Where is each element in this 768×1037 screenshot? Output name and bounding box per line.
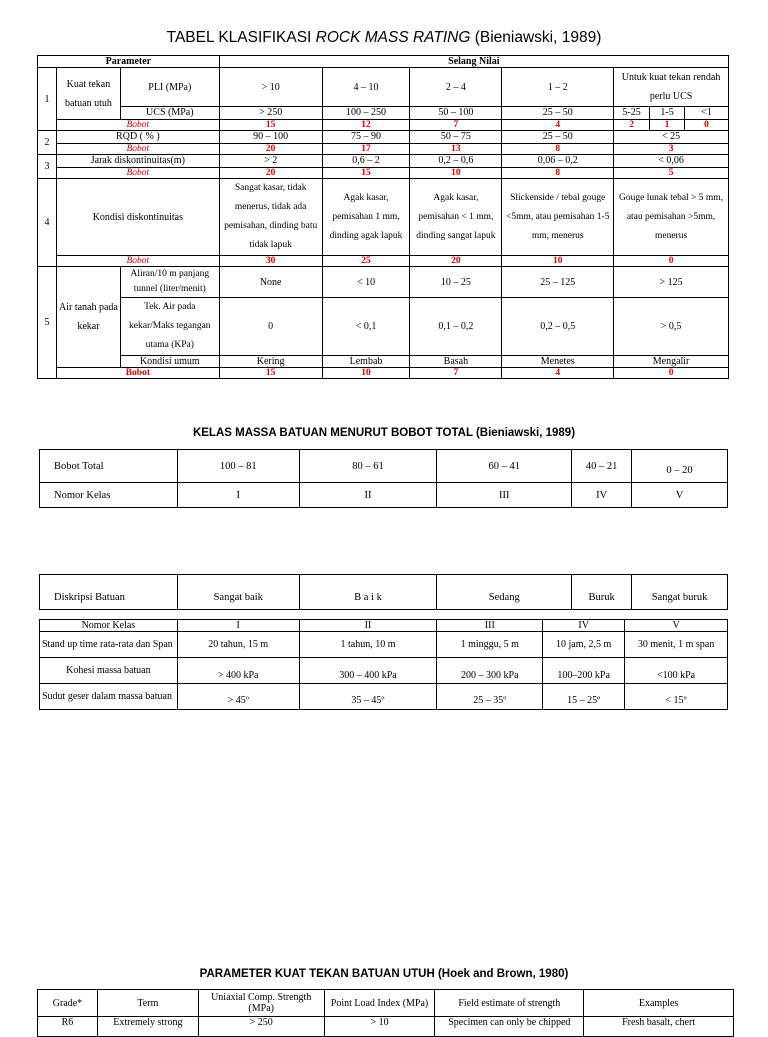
value-cell: Basah bbox=[410, 356, 502, 368]
value-cell: 4 – 10 bbox=[322, 68, 410, 107]
value-cell: 40 – 21 bbox=[572, 450, 632, 483]
header-pli: Point Load Index (MPa) bbox=[324, 990, 435, 1017]
value-cell: II bbox=[299, 483, 437, 508]
table-row bbox=[38, 107, 729, 120]
table-row bbox=[40, 483, 728, 508]
value-cell: 100 – 250 bbox=[322, 107, 410, 120]
value-cell: 50 – 100 bbox=[410, 107, 502, 120]
value-cell: Mengalir bbox=[614, 356, 729, 368]
value-cell: 100–200 kPa bbox=[543, 658, 625, 684]
value-cell: 25 – 50 bbox=[502, 107, 614, 120]
bobot-value: 30 bbox=[219, 256, 322, 267]
value-cell: R6 bbox=[38, 1017, 98, 1037]
header-field-estimate: Field estimate of strength bbox=[435, 990, 584, 1017]
sifat-table bbox=[39, 619, 728, 710]
bobot-label: Bobot bbox=[56, 168, 219, 179]
value-cell: Agak kasar, pemisahan < 1 mm, dinding sangat lapuk bbox=[410, 179, 502, 256]
header-selang-nilai: Selang Nilai bbox=[219, 56, 728, 68]
bobot-row bbox=[38, 256, 729, 267]
value-cell: Sangat kasar, tidak menerus, tidak ada pemisahan, dinding batu tidak lapuk bbox=[219, 179, 322, 256]
bobot-row bbox=[38, 168, 729, 179]
value-cell: <1 bbox=[685, 107, 729, 120]
sub-parameter: UCS (MPa) bbox=[120, 107, 219, 120]
value-cell: Menetes bbox=[502, 356, 614, 368]
value-cell: 0 bbox=[219, 298, 322, 356]
value-cell: < 0,1 bbox=[322, 298, 410, 356]
value-cell: None bbox=[219, 267, 322, 298]
bobot-value: 17 bbox=[322, 144, 410, 155]
parameter-name: RQD ( % ) bbox=[56, 131, 219, 144]
table-row bbox=[40, 575, 728, 610]
table-row bbox=[40, 658, 728, 684]
bobot-value: 0 bbox=[685, 120, 729, 131]
header-examples: Examples bbox=[584, 990, 734, 1017]
bobot-label: Bobot bbox=[56, 368, 219, 379]
value-cell: > 125 bbox=[614, 267, 729, 298]
rmr-table bbox=[37, 55, 729, 379]
value-cell: IV bbox=[572, 483, 632, 508]
value-cell: 30 menit, 1 m span bbox=[625, 632, 728, 658]
kelas-table bbox=[39, 449, 728, 508]
value-cell: 20 tahun, 15 m bbox=[177, 632, 299, 658]
table-row bbox=[38, 356, 729, 368]
value-cell: IV bbox=[543, 620, 625, 632]
value-cell: 0,1 – 0,2 bbox=[410, 298, 502, 356]
table-row bbox=[38, 179, 729, 256]
value-cell: < 0,06 bbox=[614, 155, 729, 168]
diskripsi-table bbox=[39, 574, 728, 610]
table-row bbox=[38, 155, 729, 168]
value-cell: 15 – 25º bbox=[543, 684, 625, 710]
value-cell: Sangat buruk bbox=[632, 575, 728, 610]
value-cell: V bbox=[625, 620, 728, 632]
bobot-value: 2 bbox=[614, 120, 650, 131]
bobot-value: 0 bbox=[614, 256, 729, 267]
value-cell: II bbox=[299, 620, 437, 632]
value-cell: Sedang bbox=[437, 575, 572, 610]
value-cell: 50 – 75 bbox=[410, 131, 502, 144]
page-title: TABEL KLASIFIKASI ROCK MASS RATING (Bieniawski, 1989) bbox=[166, 29, 602, 46]
value-cell: 0 – 20 bbox=[632, 450, 728, 483]
bobot-value: 7 bbox=[410, 368, 502, 379]
value-cell: > 10 bbox=[324, 1017, 435, 1037]
bobot-value: 3 bbox=[614, 144, 729, 155]
value-cell: 25 – 50 bbox=[502, 131, 614, 144]
sub-parameter: Tek. Air pada kekar/Maks tegangan utama (KPa) bbox=[120, 298, 219, 356]
bobot-value: 10 bbox=[502, 256, 614, 267]
value-cell: 10 jam, 2,5 m bbox=[543, 632, 625, 658]
value-cell: > 45º bbox=[177, 684, 299, 710]
value-cell: 10 – 25 bbox=[410, 267, 502, 298]
table-row bbox=[38, 131, 729, 144]
header-term: Term bbox=[97, 990, 198, 1017]
value-cell: Kering bbox=[219, 356, 322, 368]
bobot-value: 5 bbox=[614, 168, 729, 179]
value-cell: 0,6 – 2 bbox=[322, 155, 410, 168]
grade-table bbox=[37, 989, 734, 1037]
value-cell: 1 tahun, 10 m bbox=[299, 632, 437, 658]
bobot-label: Bobot bbox=[56, 256, 219, 267]
bobot-value: 15 bbox=[219, 368, 322, 379]
value-cell: > 250 bbox=[198, 1017, 324, 1037]
bobot-value: 12 bbox=[322, 120, 410, 131]
table-row bbox=[38, 267, 729, 298]
row-label: Stand up time rata-rata dan Span bbox=[40, 632, 178, 658]
bobot-value: 8 bbox=[502, 144, 614, 155]
row-label: Diskripsi Batuan bbox=[40, 575, 178, 610]
bobot-value: 8 bbox=[502, 168, 614, 179]
parameter-name: Air tanah pada kekar bbox=[56, 267, 120, 368]
row-number: 1 bbox=[38, 68, 57, 131]
value-cell: > 400 kPa bbox=[177, 658, 299, 684]
value-cell: 0,06 – 0,2 bbox=[502, 155, 614, 168]
value-cell: <100 kPa bbox=[625, 658, 728, 684]
value-cell: 2 – 4 bbox=[410, 68, 502, 107]
value-cell: I bbox=[177, 620, 299, 632]
row-number: 3 bbox=[38, 155, 57, 179]
value-cell: 0,2 – 0,6 bbox=[410, 155, 502, 168]
bobot-row bbox=[38, 144, 729, 155]
row-label: Kohesi massa batuan bbox=[40, 658, 178, 684]
bobot-label: Bobot bbox=[56, 120, 219, 131]
value-cell: 1 minggu, 5 m bbox=[437, 632, 543, 658]
grade-title: PARAMETER KUAT TEKAN BATUAN UTUH (Hoek and Brown, 1980) bbox=[199, 968, 569, 980]
value-cell: III bbox=[437, 620, 543, 632]
bobot-value: 0 bbox=[614, 368, 729, 379]
value-cell: B a i k bbox=[299, 575, 437, 610]
value-cell: Extremely strong bbox=[97, 1017, 198, 1037]
bobot-value: 20 bbox=[219, 168, 322, 179]
sub-parameter: Aliran/10 m panjang tunnel (liter/menit) bbox=[120, 267, 219, 298]
bobot-value: 25 bbox=[322, 256, 410, 267]
value-cell: Untuk kuat tekan rendah perlu UCS bbox=[614, 68, 729, 107]
parameter-name: Kondisi diskontinuitas bbox=[56, 179, 219, 256]
value-cell: Lembab bbox=[322, 356, 410, 368]
value-cell: 200 – 300 kPa bbox=[437, 658, 543, 684]
value-cell: 5-25 bbox=[614, 107, 650, 120]
bobot-value: 15 bbox=[219, 120, 322, 131]
sub-parameter: PLI (MPa) bbox=[120, 68, 219, 107]
bobot-value: 7 bbox=[410, 120, 502, 131]
table-row bbox=[38, 298, 729, 356]
bobot-row bbox=[38, 368, 729, 379]
bobot-value: 20 bbox=[219, 144, 322, 155]
bobot-label: Bobot bbox=[56, 144, 219, 155]
table-row bbox=[40, 684, 728, 710]
table-row bbox=[40, 620, 728, 632]
value-cell: 1-5 bbox=[650, 107, 685, 120]
row-label: Sudut geser dalam massa batuan bbox=[40, 684, 178, 710]
table-row bbox=[40, 450, 728, 483]
parameter-name: Kuat tekan batuan utuh bbox=[56, 68, 120, 120]
bobot-value: 15 bbox=[322, 168, 410, 179]
table-row bbox=[38, 1017, 734, 1037]
value-cell: > 0,5 bbox=[614, 298, 729, 356]
row-number: 4 bbox=[38, 179, 57, 267]
value-cell: 0,2 – 0,5 bbox=[502, 298, 614, 356]
value-cell: Gouge lunak tebal > 5 mm, atau pemisahan >5mm, menerus bbox=[614, 179, 729, 256]
value-cell: 25 – 125 bbox=[502, 267, 614, 298]
bobot-value: 1 bbox=[650, 120, 685, 131]
bobot-value: 10 bbox=[410, 168, 502, 179]
row-number: 2 bbox=[38, 131, 57, 155]
value-cell: 60 – 41 bbox=[437, 450, 572, 483]
value-cell: > 2 bbox=[219, 155, 322, 168]
bobot-row bbox=[38, 120, 729, 131]
sub-parameter: Kondisi umum bbox=[120, 356, 219, 368]
table-row bbox=[38, 68, 729, 107]
row-label: Nomor Kelas bbox=[40, 483, 178, 508]
header-grade: Grade* bbox=[38, 990, 98, 1017]
value-cell: 300 – 400 kPa bbox=[299, 658, 437, 684]
header-ucs: Uniaxial Comp. Strength (MPa) bbox=[198, 990, 324, 1017]
row-label: Nomor Kelas bbox=[40, 620, 178, 632]
bobot-value: 10 bbox=[322, 368, 410, 379]
value-cell: < 25 bbox=[614, 131, 729, 144]
value-cell: 35 – 45º bbox=[299, 684, 437, 710]
bobot-value: 20 bbox=[410, 256, 502, 267]
kelas-title: KELAS MASSA BATUAN MENURUT BOBOT TOTAL (Bieniawski, 1989) bbox=[192, 427, 576, 439]
value-cell: III bbox=[437, 483, 572, 508]
value-cell: Specimen can only be chipped bbox=[435, 1017, 584, 1037]
value-cell: Fresh basalt, chert bbox=[584, 1017, 734, 1037]
bobot-value: 4 bbox=[502, 120, 614, 131]
value-cell: > 10 bbox=[219, 68, 322, 107]
value-cell: Buruk bbox=[572, 575, 632, 610]
value-cell: < 15º bbox=[625, 684, 728, 710]
value-cell: 1 – 2 bbox=[502, 68, 614, 107]
value-cell: V bbox=[632, 483, 728, 508]
value-cell: 100 – 81 bbox=[177, 450, 299, 483]
value-cell: > 250 bbox=[219, 107, 322, 120]
table-header-row bbox=[38, 56, 729, 68]
value-cell: I bbox=[177, 483, 299, 508]
value-cell: Sangat baik bbox=[177, 575, 299, 610]
value-cell: 80 – 61 bbox=[299, 450, 437, 483]
bobot-value: 13 bbox=[410, 144, 502, 155]
value-cell: < 10 bbox=[322, 267, 410, 298]
header-parameter: Parameter bbox=[38, 56, 220, 68]
value-cell: Slickenside / tebal gouge <5mm, atau pemisahan 1-5 mm, menerus bbox=[502, 179, 614, 256]
value-cell: 25 – 35º bbox=[437, 684, 543, 710]
row-label: Bobot Total bbox=[40, 450, 178, 483]
table-row bbox=[40, 632, 728, 658]
row-number: 5 bbox=[38, 267, 57, 379]
table-header-row bbox=[38, 990, 734, 1017]
bobot-value: 4 bbox=[502, 368, 614, 379]
parameter-name: Jarak diskontinuitas(m) bbox=[56, 155, 219, 168]
value-cell: Agak kasar, pemisahan 1 mm, dinding agak lapuk bbox=[322, 179, 410, 256]
value-cell: 75 – 90 bbox=[322, 131, 410, 144]
value-cell: 90 – 100 bbox=[219, 131, 322, 144]
